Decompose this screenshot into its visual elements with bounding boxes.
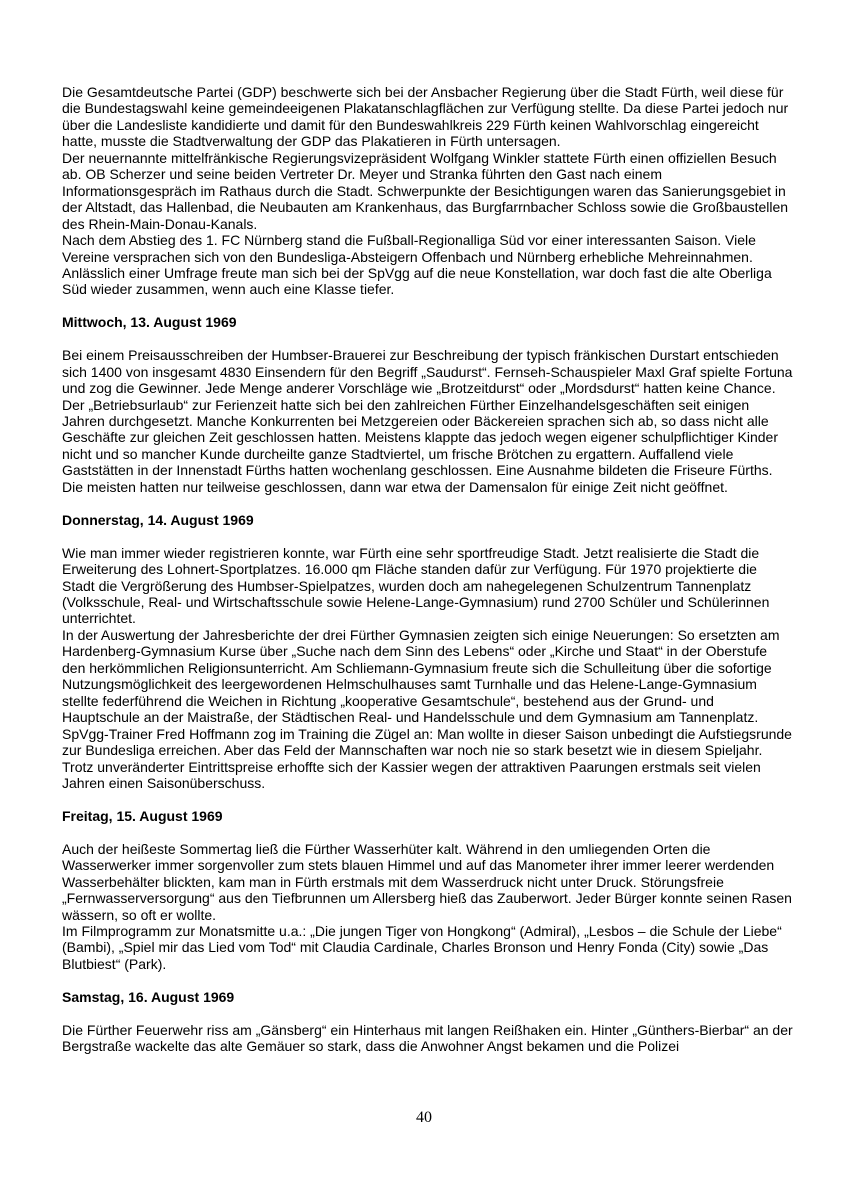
text-column (62, 84, 793, 1055)
paragraph: Wie man immer wieder registrieren konnte, war Fürth eine sehr sportfreudige Stadt. Jetzt realisierte die Stadt die Erweiterung des Lohnert-Sportplatzes. 16.000 qm Fläche standen dafür zur Verfügung. Für 1970 projektierte die Stadt die Vergrößerung des Humbser-Spielpatzes, wurden doch am nahegelegenen Schulzentrum Tannenplatz (Volksschule, Real- und Wirtschaftsschule sowie Helene-Lange-Gymnasium) rund 2700 Schüler und Schülerinnen unterrichtet. (62, 544, 770, 627)
section-donnerstag-14-august (62, 512, 793, 792)
section-heading: Mittwoch, 13. August 1969 (62, 314, 237, 331)
paragraph: Im Filmprogramm zur Monatsmitte u.a.: „Die jungen Tiger von Hongkong“ (Admiral), „Lesbos – die Schule der Liebe“ (Bambi), „Spiel mir das Lied vom Tod“ mit Claudia Cardinale, Charles Bronson und Henry Fonda (City) sowie „Das Blutbiest“ (Park). (62, 923, 782, 972)
paragraph: Der neuernannte mittelfränkische Regierungsvizepräsident Wolfgang Winkler stattete Fürth einen offiziellen Besuch ab. OB Scherzer und seine beiden Vertreter Dr. Meyer und Stranka führten den Gast nach einem Informationsgespräch im Rathaus durch die Stadt. Schwerpunkte der Besichtigungen waren das Sanierungsgebiet in der Altstadt, das Hallenbad, die Neubauten am Krankenhaus, das Burgfarrnbacher Schloss sowie die Großbaustellen des Rhein-Main-Donau-Kanals. (62, 149, 789, 232)
page-number: 40 (416, 1109, 432, 1126)
paragraph: Die Fürther Feuerwehr riss am „Gänsberg“ ein Hinterhaus mit langen Reißhaken ein. Hinter „Günthers-Bierbar“ an der Bergstraße wackelte das alte Gemäuer so stark, dass die Anwohner Angst bekamen und die Polizei (62, 1021, 793, 1055)
section-samstag-16-august (62, 989, 793, 1055)
paragraph: Nach dem Abstieg des 1. FC Nürnberg stand die Fußball-Regionalliga Süd vor einer interessanten Saison. Viele Vereine versprachen sich von den Bundesliga-Absteigern Offenbach und Nürnberg erhebliche Mehreinnahmen. Anlässlich einer Umfrage freute man sich bei der SpVgg auf die neue Konstellation, war doch fast die alte Oberliga Süd wieder zusammen, wenn auch eine Klasse tiefer. (62, 232, 772, 298)
paragraph: Bei einem Preisausschreiben der Humbser-Brauerei zur Beschreibung der typisch fränkischen Durstart entschieden sich 1400 von insgesamt 4830 Einsendern für den Begriff „Saudurst“. Fernseh-Schauspieler Maxl Graf spielte Fortuna und zog die Gewinner. Jede Menge anderer Vorschläge wie „Brotzeitdurst“ oder „Mordsdurst“ hatten keine Chance. (62, 347, 793, 397)
section-heading: Samstag, 16. August 1969 (62, 988, 235, 1005)
paragraph: Der „Betriebsurlaub“ zur Ferienzeit hatte sich bei den zahlreichen Fürther Einzelhandelsgeschäften seit einigen Jahren durchgesetzt. Manche Konkurrenten bei Metzgereien oder Bäckereien sprachen sich ab, so dass nicht alle Geschäfte zur gleichen Zeit geschlossen hatten. Meistens klappte das jedoch wegen eigener schulpflichtiger Kinder nicht und so mancher Kunde durcheilte ganze Stadtviertel, um frische Brötchen zu ergattern. Auffallend viele Gaststätten in der Innenstadt Fürths hatten wochenlang geschlossen. Eine Ausnahme bildeten die Friseure Fürths. Die meisten hatten nur teilweise geschlossen, dann war etwa der Damensalon für einige Zeit nicht geöffnet. (62, 396, 778, 495)
paragraph: In der Auswertung der Jahresberichte der drei Fürther Gymnasien zeigten sich einige Neuerungen: So ersetzten am Hardenberg-Gymnasium Kurse über „Suche nach dem Sinn des Lebens“ oder „Kirche und Staat“ in der Oberstufe den herkömmlichen Religionsunterricht. Am Schliemann-Gymnasium freute sich die Schulleitung über die sofortige Nutzungsmöglichkeit des leergewordenen Helmschulhauses samt Turnhalle und das Helene-Lange-Gymnasium stellte federführend die Weichen in Richtung „kooperative Gesamtschule“, bestehend aus der Grund- und Hauptschule an der Maistraße, der Städtischen Real- und Handelsschule und dem Gymnasium am Tannenplatz. (62, 626, 780, 726)
section-mittwoch-13-august (62, 314, 793, 495)
paragraph: Auch der heißeste Sommertag ließ die Fürther Wasserhüter kalt. Während in den umliegenden Orten die Wasserwerker immer sorgenvoller zum stets blauen Himmel und auf das Manometer ihrer immer leerer werdenden Wasserbehälter blickten, kam man in Fürth erstmals mit dem Wasserdruck nicht unter Druck. Störungsfreie „Fernwasserversorgung“ aus den Tiefbrunnen um Allersberg hieß das Zauberwort. Jeder Bürger konnte seinen Rasen wässern, so oft er wollte. (62, 840, 792, 923)
section-freitag-15-august (62, 808, 793, 973)
paragraph: SpVgg-Trainer Fred Hoffmann zog im Training die Zügel an: Man wollte in dieser Saison unbedingt die Aufstiegsrunde zur Bundesliga erreichen. Aber das Feld der Mannschaften war noch nie so stark besetzt wie in diesem Spieljahr. Trotz unveränderter Eintrittspreise erhoffte sich der Kassier wegen der attraktiven Paarungen erstmals seit vielen Jahren einen Saisonüberschuss. (62, 725, 792, 791)
section-intro (62, 84, 793, 298)
paragraph: Die Gesamtdeutsche Partei (GDP) beschwerte sich bei der Ansbacher Regierung über die Stadt Fürth, weil diese für die Bundestagswahl keine gemeindeeigenen Plakatanschlagflächen zur Verfügung stellte. Da diese Partei jedoch nur über die Landesliste kandidierte und damit für den Bundeswahlkreis 229 Fürth keinen Wahlvorschlag eingereicht hatte, musste die Stadtverwaltung der GDP das Plakatieren in Fürth untersagen. (62, 84, 789, 150)
section-heading: Freitag, 15. August 1969 (62, 807, 223, 824)
section-heading: Donnerstag, 14. August 1969 (62, 511, 254, 528)
